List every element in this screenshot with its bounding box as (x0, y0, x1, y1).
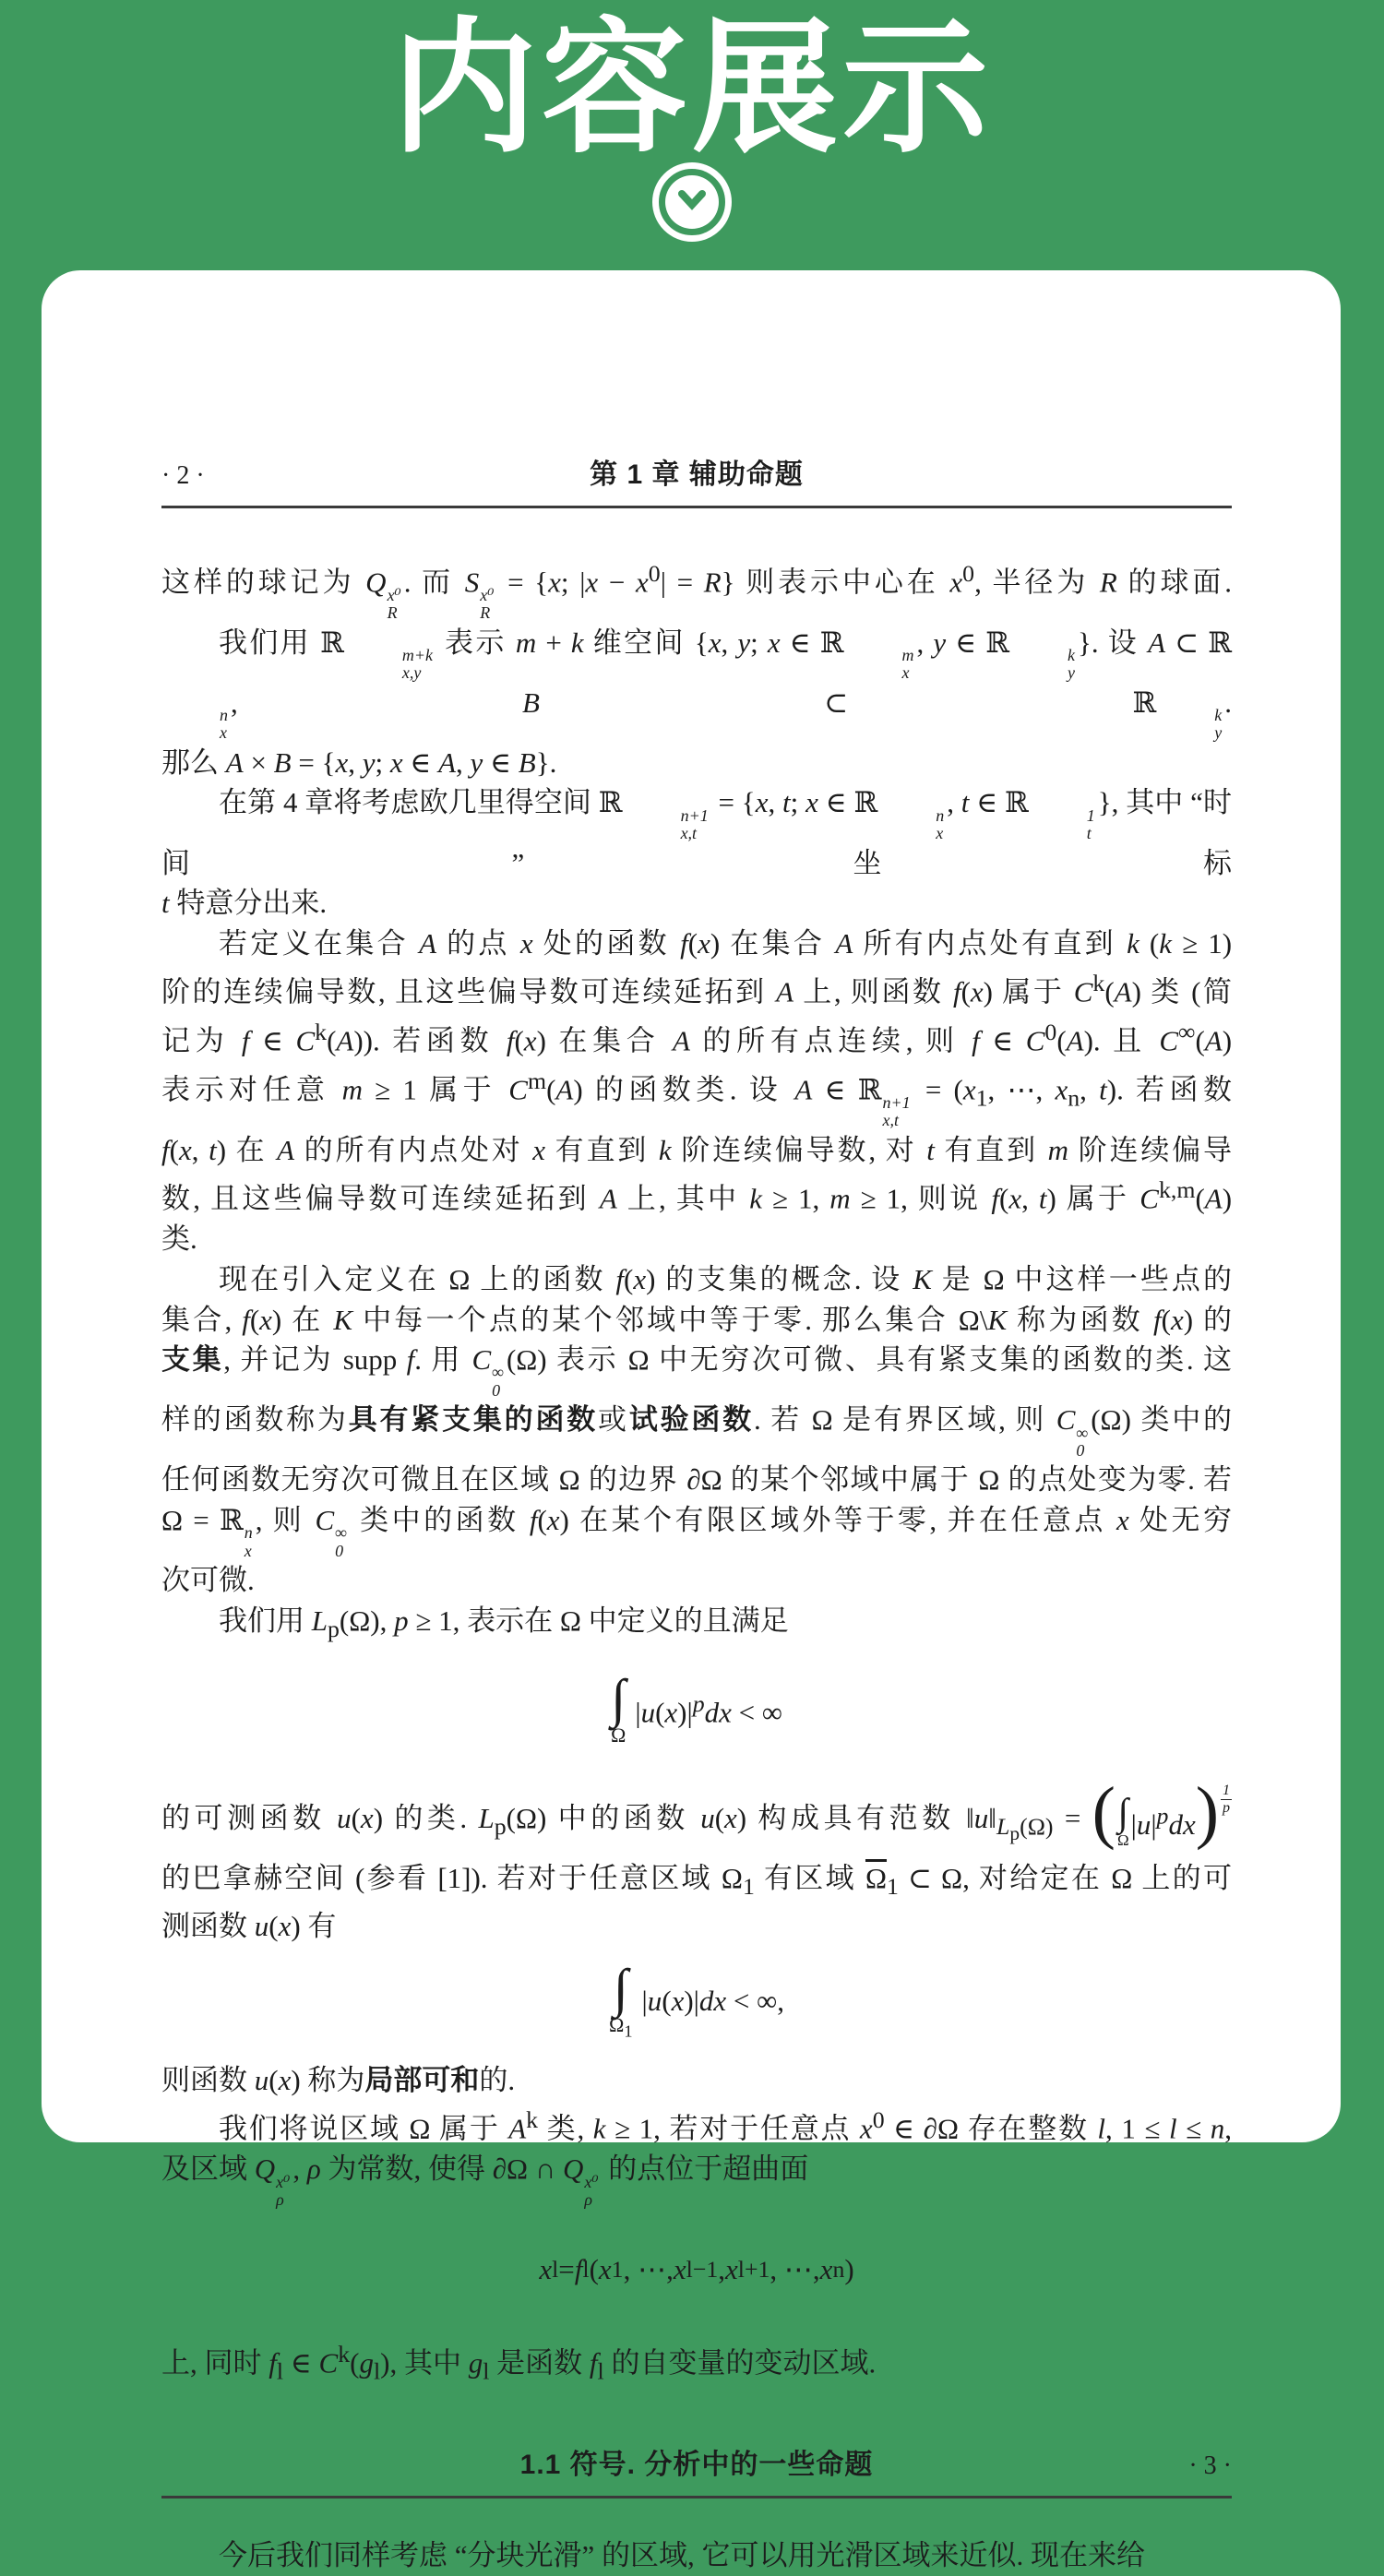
text-line: 集合, f(x) 在 K 中每一个点的某个邻域中等于零. 那么集合 Ω\K 称为函数 f(x) 的 (161, 1303, 1233, 1336)
text-line: 则函数 u(x) 称为局部可和的. (161, 2063, 516, 2096)
text-line: 数, 且这些偏导数可连续延拓到 A 上, 其中 k ≥ 1, m ≥ 1, 则说 f(x, t) 属于 C$^{k,m}$(A) (161, 1176, 1233, 1215)
icon-outer-ring (652, 162, 732, 242)
banner-title: 内容展示 (391, 7, 993, 170)
text-line: 在第 4 章将考虑欧几里得空间 ℝ n+1 x,t = {x, t; x ∈ ℝ n x , t ∈ ℝ 1 t }, 其中 “时间” 坐标 (161, 786, 1233, 879)
page1-body (161, 554, 1232, 2391)
chevron-down-circle-icon (652, 162, 732, 242)
page2-running-head (161, 2441, 1232, 2482)
text-line: Ω = ℝ n x , 则 C ∞ 0 类中的函数 f(x) 在某个有限区域外等于零, 并在任意点 x 处无穷 (161, 1504, 1233, 1560)
text-line: 的可测函数 u(x) 的类. $L_p(\Omega)$ 中的函数 u(x) 构成具有范数 $‖u‖_{L_p(\Omega)}$ = ( ∫ Ω $|u|^pdx$) $\frac{1}{p}$ (161, 1772, 1231, 1851)
text-line: 记为 f ∈ $C^k(A)$). 若函数 f(x) 在集合 A 的所有点连续, 则 f ∈ $C^0(A)$. 且 C∞(A) (161, 1019, 1233, 1057)
page2-body (161, 2535, 1232, 2576)
section-title: 1.1 符号. 分析中的一些命题 (519, 2450, 874, 2481)
text-line: 的巴拿赫空间 (参看 [1]). 若对于任意区域 $\Omega_1$ 有区域 $\overline{\Omega}_1$ ⊂ Ω, 对给定在 Ω 上的可 (161, 1861, 1232, 1900)
text-line: 那么 A × B = {x, y; x ∈ A, y ∈ B}. (161, 745, 557, 779)
text-line: 我们将说区域 Ω 属于 $A^k$ 类, k ≥ 1, 若对于任意点 $x^0$ ∈ ∂Ω 存在整数 l, 1 ≤ l ≤ n, (219, 2106, 1232, 2145)
display-formula: ∫ $\Omega_1$ |u(x)|dx < ∞, (609, 1957, 784, 2041)
text-line: 测函数 u(x) 有 (161, 1910, 337, 1943)
page1-number: · 2 · (161, 461, 205, 490)
text-line: 这样的球记为 Q x⁰ R . 而 S x⁰ R = {x; $|x - x^0| = R$} 则表示中心在 $x^0$, 半径为 R 的球面. (161, 560, 1233, 623)
book-page-content (42, 270, 1341, 2576)
text-line: 现在引入定义在 Ω 上的函数 f(x) 的支集的概念. 设 K 是 Ω 中这样一些点的 (219, 1262, 1232, 1295)
text-line: 阶的连续偏导数, 且这些偏导数可连续延拓到 A 上, 则函数 f(x) 属于 $C^k(A)$ 类 (简 (161, 970, 1233, 1008)
text-line: t 特意分出来. (161, 887, 328, 920)
page2-head-rule (161, 2496, 1232, 2498)
icon-inner-disc (665, 175, 719, 229)
text-line: 上, 同时 $f_l$ ∈ $C^k(g_l)$, 其中 $g_l$ 是函数 $f_l$ 的自变量的变动区域. (161, 2340, 877, 2385)
text-line: 若定义在集合 A 的点 x 处的函数 f(x) 在集合 A 所有内点处有直到 k (k ≥ 1) (219, 926, 1233, 960)
chevron-down-glyph (675, 187, 709, 217)
text-line: 类. (161, 1222, 197, 1256)
text-line: 我们用 ℝ m+k x,y 表示 m + k 维空间 {x, y; x ∈ ℝ m x , y ∈ ℝ k y }. 设 A ⊂ ℝ n x , B ⊂ ℝ k y . (219, 626, 1233, 743)
chapter-title: 第 1 章 辅助命题 (590, 459, 804, 490)
text-line: 今后我们同样考虑 “分块光滑” 的区域, 它可以用光滑区域来近似. 现在来给 (219, 2539, 1146, 2572)
display-formula: x l = f l ( x 1 , ⋯, x l−1 , x l+1 , ⋯, x n ) (539, 2253, 854, 2286)
text-line: 我们用 $L_p(\Omega)$, p ≥ 1, 表示在 Ω 中定义的且满足 (219, 1604, 789, 1643)
text-line: 任何函数无穷次可微且在区域 Ω 的边界 ∂Ω 的某个邻域中属于 Ω 的点处变为零. 若 (161, 1463, 1232, 1497)
text-line: f(x, t) 在 A 的所有内点处对 x 有直到 k 阶连续偏导数, 对 t 有直到 m 阶连续偏导 (161, 1133, 1233, 1166)
text-line: 样的函数称为具有紧支集的函数或试验函数. 若 Ω 是有界区域, 则 C ∞ 0 (Ω) 类中的 (161, 1403, 1233, 1461)
promo-banner (0, 0, 1384, 270)
display-formula: ∫ Ω $|u(x)|^pdx$ < ∞ (611, 1667, 782, 1747)
page2-number: · 3 · (1188, 2451, 1232, 2481)
text-line: 及区域 Q x⁰ ρ , ρ 为常数, 使得 ∂Ω ∩ Q x⁰ ρ 的点位于超曲面 (161, 2153, 809, 2209)
text-line: 表示对任意 m ≥ 1 属于 $C^m(A)$ 的函数类. 设 A ∈ ℝ n+1 x,t = ($x_1$, ⋯, $x_n$, t). 若函数 (161, 1067, 1232, 1130)
text-line: 支集, 并记为 supp f. 用 C ∞ 0 (Ω) 表示 Ω 中无穷次可微、具有紧支集的函数的类. 这 (161, 1343, 1232, 1400)
book-page-card (42, 270, 1341, 2572)
text-line: 次可微. (161, 1564, 255, 1597)
page1-running-head (161, 451, 1232, 492)
page1-head-rule (161, 506, 1232, 508)
